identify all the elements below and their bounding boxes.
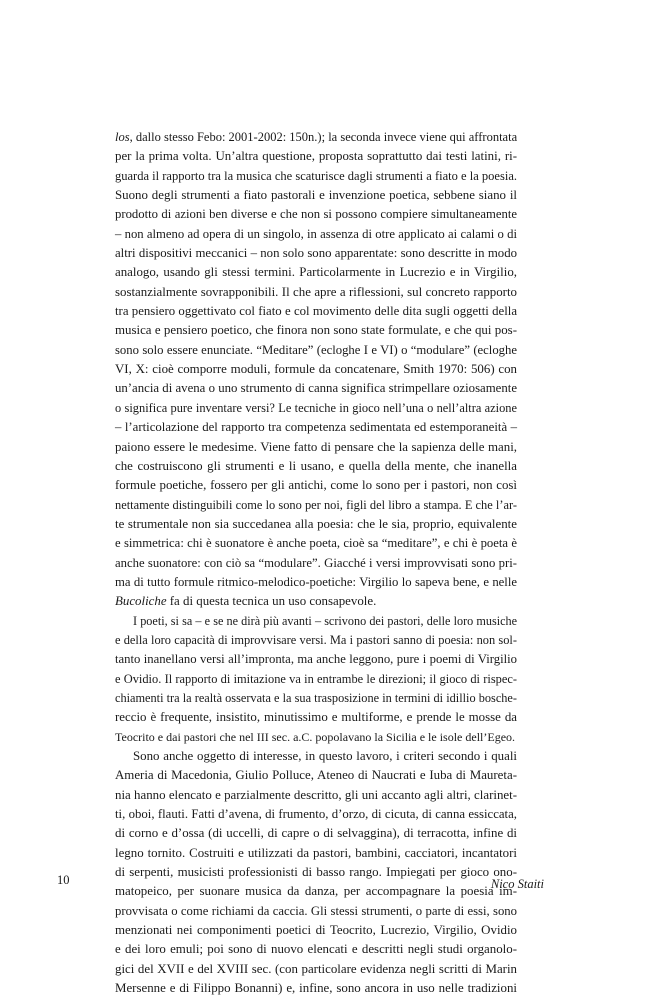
text-line: un’ancia di avena o uno strumento di canna significa strimpellare oziosamente [115,381,517,396]
text-line: anche suonatore: con ciò sa “modulare”. Giacché i versi improvvisati sono pri- [115,555,517,570]
text-line: legno tornito. Costruiti e utilizzati da pastori, bambini, cacciatori, incantatori [115,845,517,860]
text-line: ma di tutto formule ritmico-melodico-poetiche: Virgilio lo sapeva bene, e nelle [115,574,517,589]
text-line: Teocrito e dai pastori che nel III sec. a.C. popolavano la Sicilia e le isole dell’Egeo. [115,729,516,744]
text-line: ti, oboi, flauti. Fatti d’avena, di frumento, d’orzo, di cicuta, di canna essiccata, [115,807,517,822]
paragraph [115,128,517,612]
text-line: – l’articolazione del rapporto tra competenza sedimentata ed estemporaneità – [115,420,517,435]
text-line: e dei loro emuli; poi sono di nuovo elencati e descritti negli studi organolo- [115,942,517,957]
text-line: I poeti, si sa – e se ne dirà più avanti – scrivono dei pastori, delle loro musiche [133,613,517,628]
text-line: tanto inanellano versi all’impronta, ma anche leggono, pure i poemi di Virgilio [115,652,517,667]
page-number: 10 [57,873,70,887]
text-line: Sono anche oggetto di interesse, in questo lavoro, i criteri secondo i quali [133,749,517,763]
text-line: formule poetiche, fossero per gli antichi, come lo sono per i pastori, non così [115,478,517,493]
text-line: e Ovidio. Il rapporto di imitazione va in entrambe le direzioni; il gioco di rispec- [115,671,517,686]
text-line: tra pensiero oggettivato col fiato e col movimento delle dita sugli oggetti della [115,304,517,319]
paragraph [115,747,517,998]
text-line: te strumentale non sia succedanea alla poesia: che le sia, proprio, equivalente [115,516,517,531]
text-line: matopeico, per suonare musica da danza, per accompagnare la poesia im- [115,884,517,899]
text-line: analogo, usando gli stessi termini. Particolarmente in Lucrezio e in Virgilio, [115,265,517,280]
italic-title: Bucoliche [115,594,167,609]
text-line: paiono essere le medesime. Viene fatto di pensare che la sapienza delle mani, [115,439,517,454]
text-line: nia hanno elencato e parzialmente descritto, gli uni accanto agli altri, clarinet- [115,787,517,802]
text-line: prodotto di azioni ben diverse e che non si possono compiere simultaneamente [115,207,517,222]
text-line: o significa pure inventare versi? Le tecniche in gioco nell’una o nell’altra azione [115,400,517,415]
text-line: e simmetrica: chi è suonatore è anche poeta, cioè sa “meditare”, e chi è poeta è [115,536,517,551]
text-line: guarda il rapporto tra la musica che scaturisce dagli strumenti a fiato e la poesia. [115,168,517,183]
text-line: per la prima volta. Un’altra questione, proposta soprattutto dai testi latini, ri- [115,149,517,164]
text-line: Mersenne e di Filippo Bonanni) e, infine, sono ancora in uso nelle tradizioni [115,981,517,996]
text-line: chiamenti tra la realtà osservata e la sua trasposizione in termini di idillio bosche- [115,690,517,705]
text-line: musica e pensiero poetico, che finora non sono state formulate, e che qui pos- [115,323,517,338]
text-line: – non almeno ad opera di un singolo, in assenza di otre applicato ai calami o di [115,226,517,241]
text-line: altri dispositivi meccanici – non solo sono apparentate: sono descritte in modo [115,246,517,261]
text-line: Ameria di Macedonia, Giulio Polluce, Ateneo di Naucrati e Iuba di Maureta- [115,768,517,783]
text-line: nettamente distinguibili come lo sono per noi, figli del libro a stampa. E che l’ar- [115,497,517,512]
text-line: los, dallo stesso Febo: 2001-2002: 150n.); la seconda invece viene qui affrontata [115,130,518,144]
text-line: che costruiscono gli strumenti e li usano, e quella della mente, che inanella [115,458,517,473]
text-line: di serpenti, musicisti professionisti di basso rango. Impiegati per gioco ono- [115,865,517,880]
text-line: reccio è frequente, insistito, minutissimo e multiforme, e prende le mosse da [115,710,517,725]
text-line: sostanzialmente sovrapponibili. Il che apre a riflessioni, sul concreto rapporto [115,284,517,299]
text-line: menzionati nei componimenti poetici di Teocrito, Lucrezio, Virgilio, Ovidio [115,923,517,938]
running-footer-author: Nico Staiti [490,877,544,891]
body-text [115,128,517,998]
text-line: provvisata o come richiami da caccia. Gli stessi strumenti, o parte di essi, sono [115,903,517,918]
text-line: Suono degli strumenti a fiato pastorali e invenzione poetica, sebbene siano il [115,188,517,203]
text-line: Bucoliche fa di questa tecnica un uso consapevole. [115,594,377,609]
italic-title: los [115,130,130,144]
text-line: di corno e d’ossa (di uccelli, di capre o di selvaggina), di terracotta, infine di [115,826,517,841]
text-line: gici del XVII e del XVIII sec. (con particolare evidenza negli scritti di Marin [115,961,517,976]
text-line: VI, X: cioè comporre moduli, formule da concatenare, Smith 1970: 506) con [115,362,517,377]
paragraph [115,612,517,747]
text-line: e della loro capacità di improvvisare versi. Ma i pastori sanno di poesia: non sol- [115,632,517,647]
text-line: sono solo essere enunciate. “Meditare” (ecloghe I e VI) o “modulare” (ecloghe [115,342,517,357]
